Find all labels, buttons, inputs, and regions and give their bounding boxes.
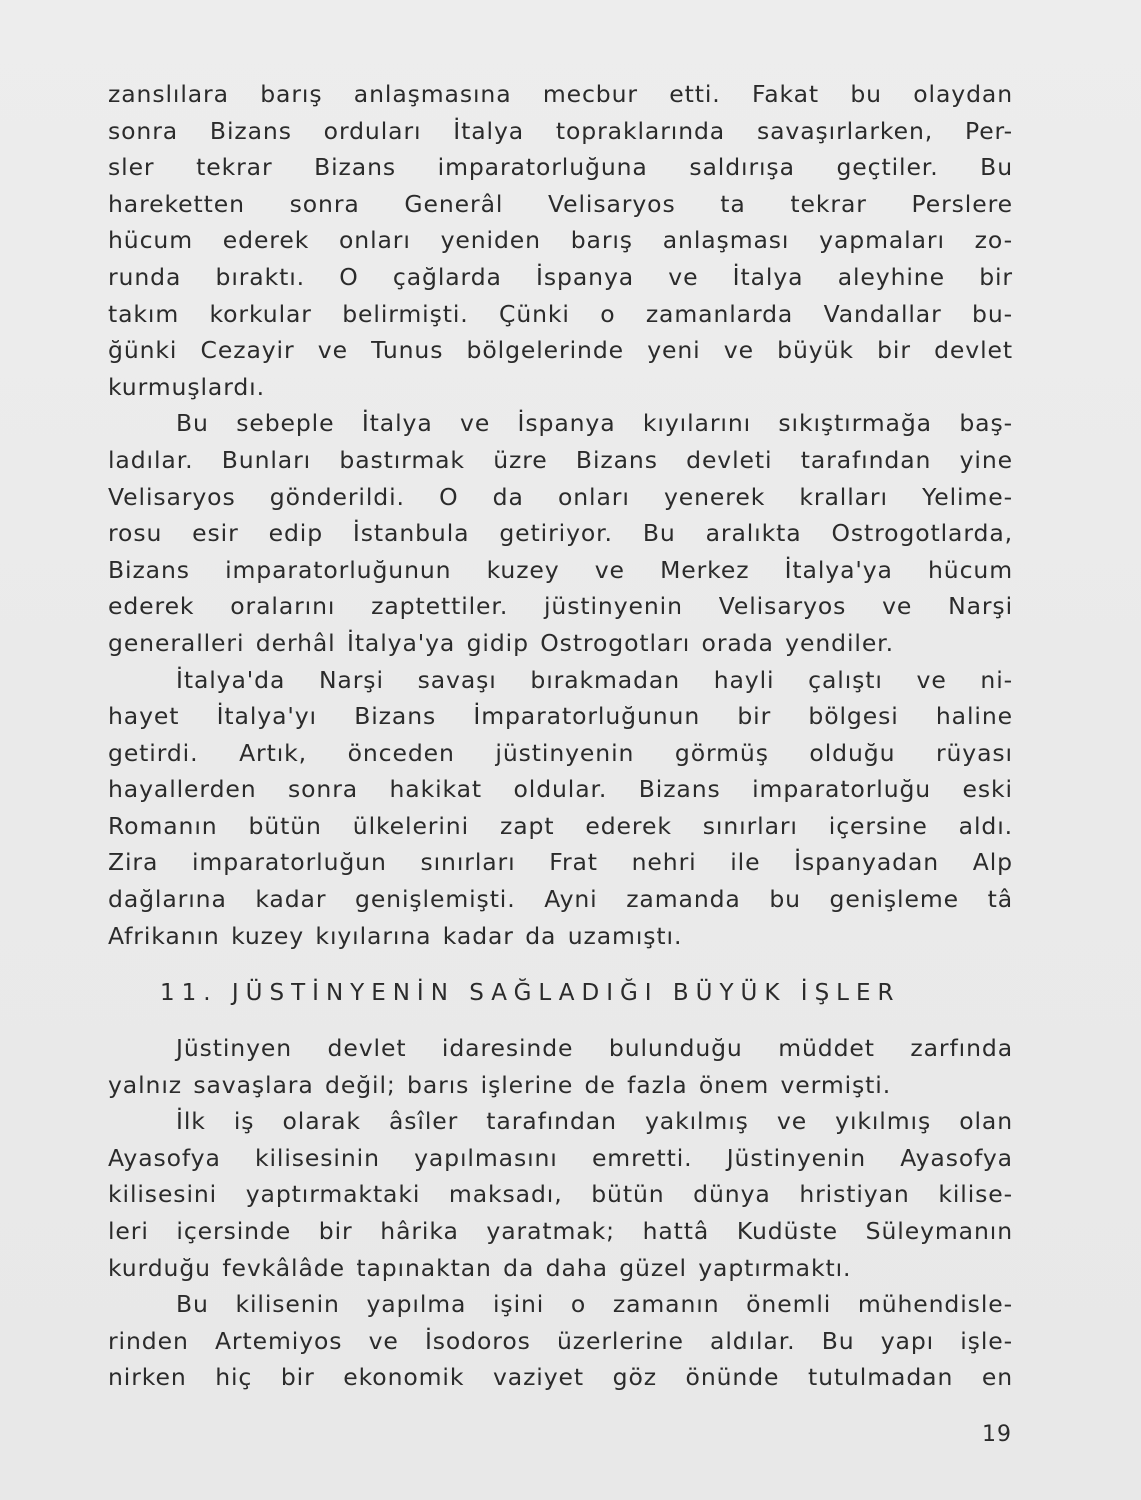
text-block-bottom [108,1030,1013,1396]
text-line: hayallerden sonra hakikat oldular. Bizans imparatorluğu eski [108,775,1013,804]
text-line: Bu kilisenin yapılma işini o zamanın önemli mühendisle- [176,1290,1013,1319]
text-line: Romanın bütün ülkelerini zapt ederek sınırları içersine aldı. [108,811,1013,840]
text-line: ederek oralarını zaptettiler. jüstinyenin Velisaryos ve Narşi [108,592,1013,621]
text-line: rinden Artemiyos ve İsodoros üzerlerine aldılar. Bu yapı işle- [108,1326,1013,1355]
text-line: runda bıraktı. O çağlarda İspanya ve İtalya aleyhine bir [108,262,1013,291]
text-line: leri içersinde bir hârika yaratmak; hattâ Kudüste Süleymanın [108,1216,1013,1245]
text-line: Bizans imparatorluğunun kuzey ve Merkez İtalya'ya hücum [108,555,1013,584]
text-line: kurduğu fevkâlâde tapınaktan da daha güzel yaptırmaktı. [108,1253,852,1282]
text-line: hareketten sonra Generâl Velisaryos ta tekrar Perslere [108,189,1013,218]
text-line: dağlarına kadar genişlemişti. Ayni zamanda bu genişleme tâ [108,885,1013,914]
text-line: Jüstinyen devlet idaresinde bulunduğu müddet zarfında [176,1034,1013,1062]
text-line: Velisaryos gönderildi. O da onları yenerek kralları Yelime- [108,482,1013,511]
text-line: takım korkular belirmişti. Çünki o zamanlarda Vandallar bu- [108,299,1013,328]
text-block-top [108,76,1013,954]
text-line: rosu esir edip İstanbula getiriyor. Bu aralıkta Ostrogotlarda, [108,519,1013,548]
text-line: İtalya'da Narşi savaşı bırakmadan hayli çalıştı ve ni- [176,665,1013,694]
text-line: Afrikanın kuzey kıyılarına kadar da uzamıştı. [108,921,683,950]
text-line: generalleri derhâl İtalya'ya gidip Ostrogotları orada yendiler. [108,628,894,657]
text-line: Zira imparatorluğun sınırları Frat nehri ile İspanyadan Alp [108,848,1013,877]
text-line: zanslılara barış anlaşmasına mecbur etti. Fakat bu olaydan [108,80,1013,108]
text-line: İlk iş olarak âsîler tarafından yakılmış ve yıkılmış olan [176,1107,1013,1136]
text-line: yalnız savaşlara değil; barıs işlerine de fazla önem vermişti. [108,1070,892,1099]
text-line: sler tekrar Bizans imparatorluğuna saldırışa geçtiler. Bu [108,153,1013,182]
text-line: sonra Bizans orduları İtalya topraklarında savaşırlarken, Per- [108,116,1013,145]
text-line: kurmuşlardı. [108,372,265,401]
page-number: 19 [982,1422,1012,1447]
text-line: kilisesini yaptırmaktaki maksadı, bütün dünya hristiyan kilise- [108,1180,1013,1209]
section-heading: 11. JÜSTİNYENİN SAĞLADIĞI BÜYÜK İŞLER [160,980,901,1006]
text-line: Ayasofya kilisesinin yapılmasını emretti. Jüstinyenin Ayasofya [108,1143,1013,1172]
text-line: hayet İtalya'yı Bizans İmparatorluğunun bir bölgesi haline [108,702,1013,731]
text-line: hücum ederek onları yeniden barış anlaşması yapmaları zo- [108,226,1013,255]
text-line: ladılar. Bunları bastırmak üzre Bizans devleti tarafından yine [108,445,1013,474]
text-line: nirken hiç bir ekonomik vaziyet göz önünde tutulmadan en [108,1363,1013,1392]
text-line: getirdi. Artık, önceden jüstinyenin görmüş olduğu rüyası [108,738,1013,767]
text-line: Bu sebeple İtalya ve İspanya kıyılarını sıkıştırmağa baş- [176,409,1013,438]
text-line: ğünki Cezayir ve Tunus bölgelerinde yeni ve büyük bir devlet [108,336,1013,365]
